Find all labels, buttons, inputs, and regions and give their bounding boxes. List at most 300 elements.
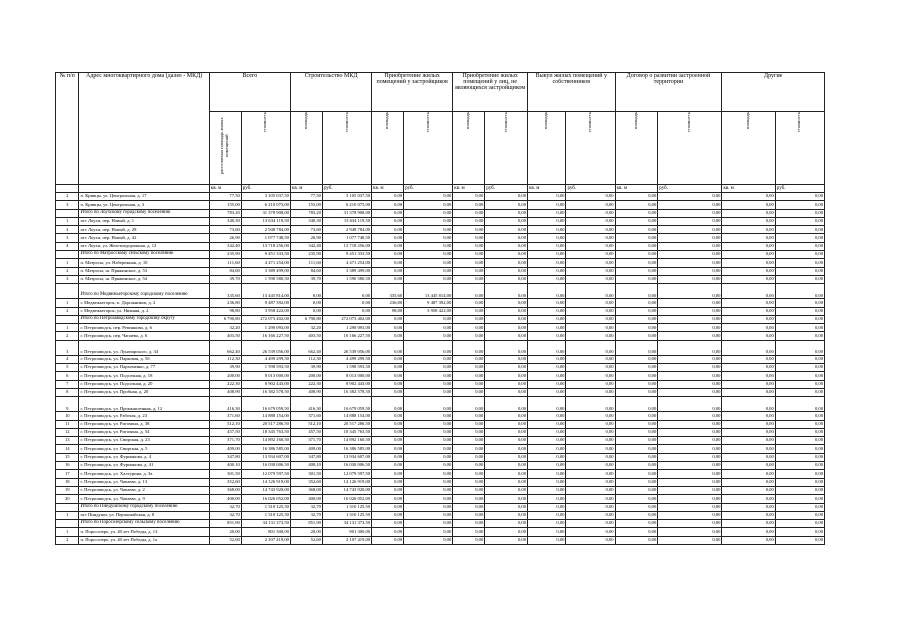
construction-area: 77,50 [290, 193, 322, 201]
buyout-cost: 0,00 [566, 445, 615, 453]
construction-cost: 4 471 254,00 [322, 259, 371, 267]
total-area: 409,00 [209, 445, 241, 453]
territory-cost: 0,00 [658, 397, 722, 412]
territory-area: 0,00 [615, 388, 658, 396]
purchase-dev-area: 0,00 [372, 217, 404, 225]
subheader-cost: стоимость [404, 112, 453, 185]
purchase-nondev-cost: 0,00 [485, 437, 528, 445]
buyout-area: 0,00 [528, 462, 566, 470]
row-number: 3 [56, 234, 79, 242]
purchase-dev-area: 0,00 [372, 372, 404, 380]
purchase-dev-cost: 0,00 [404, 364, 453, 372]
total-area: 400,00 [209, 495, 241, 503]
buyout-cost: 0,00 [566, 364, 615, 372]
table-row [56, 307, 825, 315]
buyout-cost: 0,00 [566, 307, 615, 315]
other-cost: 0,00 [775, 445, 824, 453]
purchase-dev-area: 0,00 [372, 242, 404, 250]
total-area: 20,00 [209, 528, 241, 536]
buyout-cost: 0,00 [566, 437, 615, 445]
buyout-area: 0,00 [528, 251, 566, 259]
buyout-cost: 0,00 [566, 470, 615, 478]
units-row [56, 185, 825, 193]
row-number: 18 [56, 478, 79, 486]
subheader-area: площадь [290, 112, 322, 185]
purchase-nondev-cost: 0,00 [485, 267, 528, 275]
buyout-cost: 0,00 [566, 201, 615, 209]
total-area: 352,60 [209, 478, 241, 486]
other-cost: 0,00 [775, 420, 824, 428]
row-number: 20 [56, 495, 79, 503]
row-number: 1 [56, 259, 79, 267]
subtotal-row [56, 209, 825, 217]
row-address: г. Петрозаводск, ул. Фурманова, д. 4 [79, 453, 209, 461]
territory-area: 0,00 [615, 445, 658, 453]
other-area: 0,00 [722, 388, 775, 396]
purchase-dev-area: 0,00 [372, 209, 404, 217]
row-address: п. Поросозеро, ул. 40 лет Победы, д. 1а [79, 536, 209, 544]
row-number: 2 [56, 307, 79, 315]
other-cost: 0,00 [775, 437, 824, 445]
purchase-dev-cost: 0,00 [404, 462, 453, 470]
purchase-nondev-area: 0,00 [453, 528, 485, 536]
other-area: 0,00 [722, 495, 775, 503]
purchase-dev-cost: 9 487 392,00 [404, 299, 453, 307]
territory-area: 0,00 [615, 437, 658, 445]
buyout-area: 0,00 [528, 528, 566, 536]
purchase-nondev-area: 0,00 [453, 324, 485, 332]
purchase-dev-area: 0,00 [372, 503, 404, 511]
purchase-nondev-cost: 0,00 [485, 478, 528, 486]
territory-cost: 0,00 [658, 267, 722, 275]
buyout-area: 0,00 [528, 193, 566, 201]
other-cost: 0,00 [775, 478, 824, 486]
row-number: 10 [56, 412, 79, 420]
total-cost: 14 892 160,50 [241, 437, 290, 445]
construction-area: 32,70 [290, 511, 322, 519]
row-address: г. Медвежьегорск, ул. Нижняя, д. 2 [79, 307, 209, 315]
purchase-nondev-cost: 0,00 [485, 355, 528, 363]
territory-cost: 0,00 [658, 388, 722, 396]
other-cost: 0,00 [775, 536, 824, 544]
other-area: 0,00 [722, 453, 775, 461]
buyout-cost: 0,00 [566, 340, 615, 355]
total-area: 77,50 [209, 193, 241, 201]
total-area: 408,90 [209, 388, 241, 396]
buyout-area: 0,00 [528, 355, 566, 363]
purchase-nondev-area: 0,00 [453, 226, 485, 234]
construction-cost: 16 382 578,50 [322, 388, 371, 396]
construction-area: 111,60 [290, 259, 322, 267]
construction-area: 39,70 [290, 275, 322, 283]
total-cost: 3 958 422,00 [241, 307, 290, 315]
construction-area: 400,10 [290, 462, 322, 470]
purchase-nondev-area: 0,00 [453, 420, 485, 428]
other-area: 0,00 [722, 445, 775, 453]
table-row [56, 420, 825, 428]
other-area: 0,00 [722, 528, 775, 536]
territory-cost: 0,00 [658, 445, 722, 453]
table-row [56, 437, 825, 445]
construction-area: 403,50 [290, 332, 322, 340]
construction-cost: 8 013 000,00 [322, 372, 371, 380]
other-cost: 0,00 [775, 267, 824, 275]
buyout-area: 0,00 [528, 217, 566, 225]
other-area: 0,00 [722, 478, 775, 486]
total-cost: 12 079 597,50 [241, 470, 290, 478]
other-cost: 0,00 [775, 201, 824, 209]
unit-rub: руб. [241, 185, 290, 193]
buyout-cost: 0,00 [566, 259, 615, 267]
purchase-nondev-cost: 0,00 [485, 462, 528, 470]
purchase-dev-area: 0,00 [372, 380, 404, 388]
other-cost: 0,00 [775, 453, 824, 461]
purchase-dev-area: 0,00 [372, 428, 404, 436]
buyout-area: 0,00 [528, 275, 566, 283]
construction-cost: 13 634 119,50 [322, 217, 371, 225]
row-number: 2 [56, 226, 79, 234]
total-cost: 13 634 119,50 [241, 217, 290, 225]
row-address: п. Матросы, ш. Пряжинское, д. 54 [79, 275, 209, 283]
construction-area: 368,00 [290, 486, 322, 494]
territory-area: 0,00 [615, 355, 658, 363]
total-cost: 31 378 908,00 [241, 209, 290, 217]
total-area: 6 790,80 [209, 315, 241, 323]
construction-area: 347,80 [290, 453, 322, 461]
territory-area: 0,00 [615, 251, 658, 259]
purchase-nondev-area: 0,00 [453, 284, 485, 299]
territory-area: 0,00 [615, 332, 658, 340]
row-number: 8 [56, 388, 79, 396]
territory-area: 0,00 [615, 284, 658, 299]
row-number: 3 [56, 275, 79, 283]
buyout-area: 0,00 [528, 478, 566, 486]
buyout-cost: 0,00 [566, 486, 615, 494]
total-area: 851,90 [209, 520, 241, 528]
other-cost: 0,00 [775, 234, 824, 242]
row-number: 1 [56, 511, 79, 519]
other-cost: 0,00 [775, 462, 824, 470]
unit-rub: руб. [485, 185, 528, 193]
other-cost: 0,00 [775, 275, 824, 283]
construction-cost: 14 126 919,00 [322, 478, 371, 486]
buyout-cost: 0,00 [566, 478, 615, 486]
purchase-nondev-area: 0,00 [453, 340, 485, 355]
other-area: 0,00 [722, 462, 775, 470]
row-address: г. Петрозаводск, пер. Репинкова, д. 6 [79, 324, 209, 332]
purchase-dev-cost: 0,00 [404, 486, 453, 494]
subtotal-row [56, 520, 825, 528]
table-row [56, 388, 825, 396]
purchase-dev-cost: 0,00 [404, 536, 453, 544]
purchase-dev-cost: 0,00 [404, 503, 453, 511]
territory-area: 0,00 [615, 259, 658, 267]
total-area: 98,80 [209, 307, 241, 315]
purchase-dev-cost: 0,00 [404, 340, 453, 355]
territory-area: 0,00 [615, 324, 658, 332]
purchase-dev-cost: 0,00 [404, 355, 453, 363]
territory-area: 0,00 [615, 234, 658, 242]
buyout-cost: 0,00 [566, 324, 615, 332]
buyout-cost: 0,00 [566, 380, 615, 388]
territory-cost: 0,00 [658, 201, 722, 209]
total-cost: 1 310 125,50 [241, 511, 290, 519]
row-address: г. Петрозаводск, ул. Ригачина, д. 54 [79, 428, 209, 436]
construction-area: 39,90 [290, 364, 322, 372]
territory-cost: 0,00 [658, 437, 722, 445]
buyout-cost: 0,00 [566, 355, 615, 363]
table-row [56, 299, 825, 307]
purchase-nondev-cost: 0,00 [485, 251, 528, 259]
total-area: 32,20 [209, 324, 241, 332]
construction-cost: 31 378 908,00 [322, 209, 371, 217]
purchase-dev-area: 0,00 [372, 486, 404, 494]
territory-area: 0,00 [615, 193, 658, 201]
buyout-cost: 0,00 [566, 453, 615, 461]
total-area: 301,50 [209, 470, 241, 478]
other-area: 0,00 [722, 486, 775, 494]
purchase-dev-area: 0,00 [372, 478, 404, 486]
total-area: 235,90 [209, 251, 241, 259]
total-cost: 13 445 814,00 [241, 284, 290, 299]
purchase-nondev-area: 0,00 [453, 242, 485, 250]
buyout-cost: 0,00 [566, 397, 615, 412]
other-cost: 0,00 [775, 495, 824, 503]
construction-cost: 14 892 160,50 [322, 437, 371, 445]
total-cost: 18 345 763,50 [241, 428, 290, 436]
territory-cost: 0,00 [658, 332, 722, 340]
purchase-dev-area: 0,00 [372, 511, 404, 519]
other-area: 0,00 [722, 284, 775, 299]
construction-cost: 18 345 763,50 [322, 428, 371, 436]
total-area: 512,10 [209, 420, 241, 428]
territory-cost: 0,00 [658, 462, 722, 470]
construction-cost: 13 934 607,00 [322, 453, 371, 461]
purchase-dev-cost: 0,00 [404, 511, 453, 519]
total-cost: 26 539 056,00 [241, 340, 290, 355]
header-no: № п/п [56, 73, 79, 185]
buyout-area: 0,00 [528, 201, 566, 209]
territory-area: 0,00 [615, 380, 658, 388]
header-construction: Строительство МКД [290, 73, 371, 112]
construction-cost: 1 077 748,50 [322, 234, 371, 242]
purchase-dev-area: 0,00 [372, 259, 404, 267]
territory-cost: 0,00 [658, 372, 722, 380]
other-area: 0,00 [722, 275, 775, 283]
construction-cost: 1 590 580,50 [322, 275, 371, 283]
buyout-area: 0,00 [528, 332, 566, 340]
other-cost: 0,00 [775, 193, 824, 201]
row-address: Итого по Матросскому сельскому поселению [79, 251, 209, 259]
buyout-cost: 0,00 [566, 267, 615, 275]
construction-cost: 3 105 037,50 [322, 193, 371, 201]
construction-area: 84,60 [290, 267, 322, 275]
territory-cost: 0,00 [658, 209, 722, 217]
other-area: 0,00 [722, 372, 775, 380]
purchase-dev-area: 0,00 [372, 275, 404, 283]
buyout-cost: 0,00 [566, 511, 615, 519]
subheader-area: площадь [372, 112, 404, 185]
total-cost: 13 718 256,00 [241, 242, 290, 250]
table-row [56, 380, 825, 388]
other-area: 0,00 [722, 437, 775, 445]
purchase-nondev-cost: 0,00 [485, 445, 528, 453]
unit-rub: руб. [566, 185, 615, 193]
purchase-dev-cost: 0,00 [404, 428, 453, 436]
other-area: 0,00 [722, 251, 775, 259]
total-area: 371,60 [209, 412, 241, 420]
row-number: 4 [56, 355, 79, 363]
purchase-nondev-cost: 0,00 [485, 217, 528, 225]
subheader-cost: стоимость [485, 112, 528, 185]
construction-area: 155,00 [290, 201, 322, 209]
purchase-dev-area: 0,00 [372, 495, 404, 503]
purchase-nondev-area: 0,00 [453, 453, 485, 461]
construction-area: 371,60 [290, 412, 322, 420]
purchase-dev-cost: 0,00 [404, 267, 453, 275]
other-area: 0,00 [722, 307, 775, 315]
purchase-nondev-cost: 0,00 [485, 453, 528, 461]
row-address: г. Петрозаводск, ул. Пробная, д. 20 [79, 388, 209, 396]
other-area: 0,00 [722, 267, 775, 275]
buyout-cost: 0,00 [566, 332, 615, 340]
total-area: 155,00 [209, 201, 241, 209]
construction-cost: 4 499 299,50 [322, 355, 371, 363]
total-cost: 4 471 254,00 [241, 259, 290, 267]
buyout-cost: 0,00 [566, 412, 615, 420]
buyout-area: 0,00 [528, 511, 566, 519]
construction-cost: 0,00 [322, 284, 371, 299]
construction-area: 352,60 [290, 478, 322, 486]
other-cost: 0,00 [775, 226, 824, 234]
unit-sqm: кв. м [615, 185, 658, 193]
table-row [56, 217, 825, 225]
territory-cost: 0,00 [658, 242, 722, 250]
buyout-area: 0,00 [528, 495, 566, 503]
territory-area: 0,00 [615, 478, 658, 486]
purchase-nondev-area: 0,00 [453, 355, 485, 363]
total-cost: 8 013 000,00 [241, 372, 290, 380]
other-area: 0,00 [722, 397, 775, 412]
purchase-nondev-area: 0,00 [453, 520, 485, 528]
total-cost: 16 679 059,50 [241, 397, 290, 412]
territory-area: 0,00 [615, 315, 658, 323]
row-number: 2 [56, 267, 79, 275]
other-cost: 0,00 [775, 299, 824, 307]
row-address: пгт Лоухи, пер. Новый, д. 28 [79, 226, 209, 234]
purchase-nondev-cost: 0,00 [485, 299, 528, 307]
unit-sqm: кв. м [290, 185, 322, 193]
buyout-area: 0,00 [528, 284, 566, 299]
construction-area: 512,10 [290, 420, 322, 428]
buyout-area: 0,00 [528, 209, 566, 217]
territory-cost: 0,00 [658, 420, 722, 428]
territory-cost: 0,00 [658, 284, 722, 299]
buyout-cost: 0,00 [566, 315, 615, 323]
table-row [56, 364, 825, 372]
purchase-nondev-cost: 0,00 [485, 520, 528, 528]
other-area: 0,00 [722, 299, 775, 307]
table-row [56, 267, 825, 275]
total-area: 662,40 [209, 340, 241, 355]
total-cost: 16 026 052,00 [241, 495, 290, 503]
buyout-cost: 0,00 [566, 520, 615, 528]
total-cost: 16 030 006,50 [241, 462, 290, 470]
other-area: 0,00 [722, 193, 775, 201]
row-number: 16 [56, 462, 79, 470]
total-cost: 801 300,00 [241, 528, 290, 536]
row-address: Итого по Петрозаводскому городскому округу [79, 315, 209, 323]
purchase-nondev-area: 0,00 [453, 428, 485, 436]
territory-area: 0,00 [615, 340, 658, 355]
other-cost: 0,00 [775, 324, 824, 332]
row-number [56, 315, 79, 323]
purchase-dev-cost: 0,00 [404, 478, 453, 486]
territory-area: 0,00 [615, 275, 658, 283]
purchase-nondev-area: 0,00 [453, 372, 485, 380]
other-cost: 0,00 [775, 315, 824, 323]
territory-area: 0,00 [615, 201, 658, 209]
total-cost: 1 077 748,50 [241, 234, 290, 242]
other-area: 0,00 [722, 242, 775, 250]
purchase-dev-area: 0,00 [372, 226, 404, 234]
purchase-nondev-cost: 0,00 [485, 536, 528, 544]
row-number [56, 284, 79, 299]
total-cost: 272 073 402,00 [241, 315, 290, 323]
purchase-nondev-area: 0,00 [453, 511, 485, 519]
territory-area: 0,00 [615, 267, 658, 275]
row-number: 1 [56, 217, 79, 225]
purchase-nondev-area: 0,00 [453, 259, 485, 267]
buyout-area: 0,00 [528, 470, 566, 478]
purchase-nondev-cost: 0,00 [485, 470, 528, 478]
row-number [56, 520, 79, 528]
territory-cost: 0,00 [658, 486, 722, 494]
table-row [56, 528, 825, 536]
total-area: 52,60 [209, 536, 241, 544]
purchase-dev-cost: 0,00 [404, 437, 453, 445]
purchase-dev-area: 0,00 [372, 437, 404, 445]
table-row [56, 445, 825, 453]
purchase-dev-area: 0,00 [372, 420, 404, 428]
table-row [56, 355, 825, 363]
buyout-area: 0,00 [528, 259, 566, 267]
other-area: 0,00 [722, 503, 775, 511]
construction-area: 340,30 [290, 217, 322, 225]
row-number: 19 [56, 486, 79, 494]
construction-area: 6 790,80 [290, 315, 322, 323]
territory-cost: 0,00 [658, 503, 722, 511]
territory-cost: 0,00 [658, 536, 722, 544]
other-cost: 0,00 [775, 355, 824, 363]
buyout-area: 0,00 [528, 388, 566, 396]
territory-cost: 0,00 [658, 511, 722, 519]
total-cost: 1 290 093,00 [241, 324, 290, 332]
purchase-nondev-area: 0,00 [453, 193, 485, 201]
buyout-cost: 0,00 [566, 299, 615, 307]
other-cost: 0,00 [775, 340, 824, 355]
purchase-dev-cost: 0,00 [404, 388, 453, 396]
total-area: 32,70 [209, 503, 241, 511]
purchase-nondev-cost: 0,00 [485, 412, 528, 420]
other-cost: 0,00 [775, 388, 824, 396]
purchase-nondev-area: 0,00 [453, 332, 485, 340]
purchase-nondev-area: 0,00 [453, 209, 485, 217]
construction-cost: 12 079 597,50 [322, 470, 371, 478]
subheader-area: площадь [453, 112, 485, 185]
construction-cost: 272 073 402,00 [322, 315, 371, 323]
purchase-nondev-cost: 0,00 [485, 242, 528, 250]
